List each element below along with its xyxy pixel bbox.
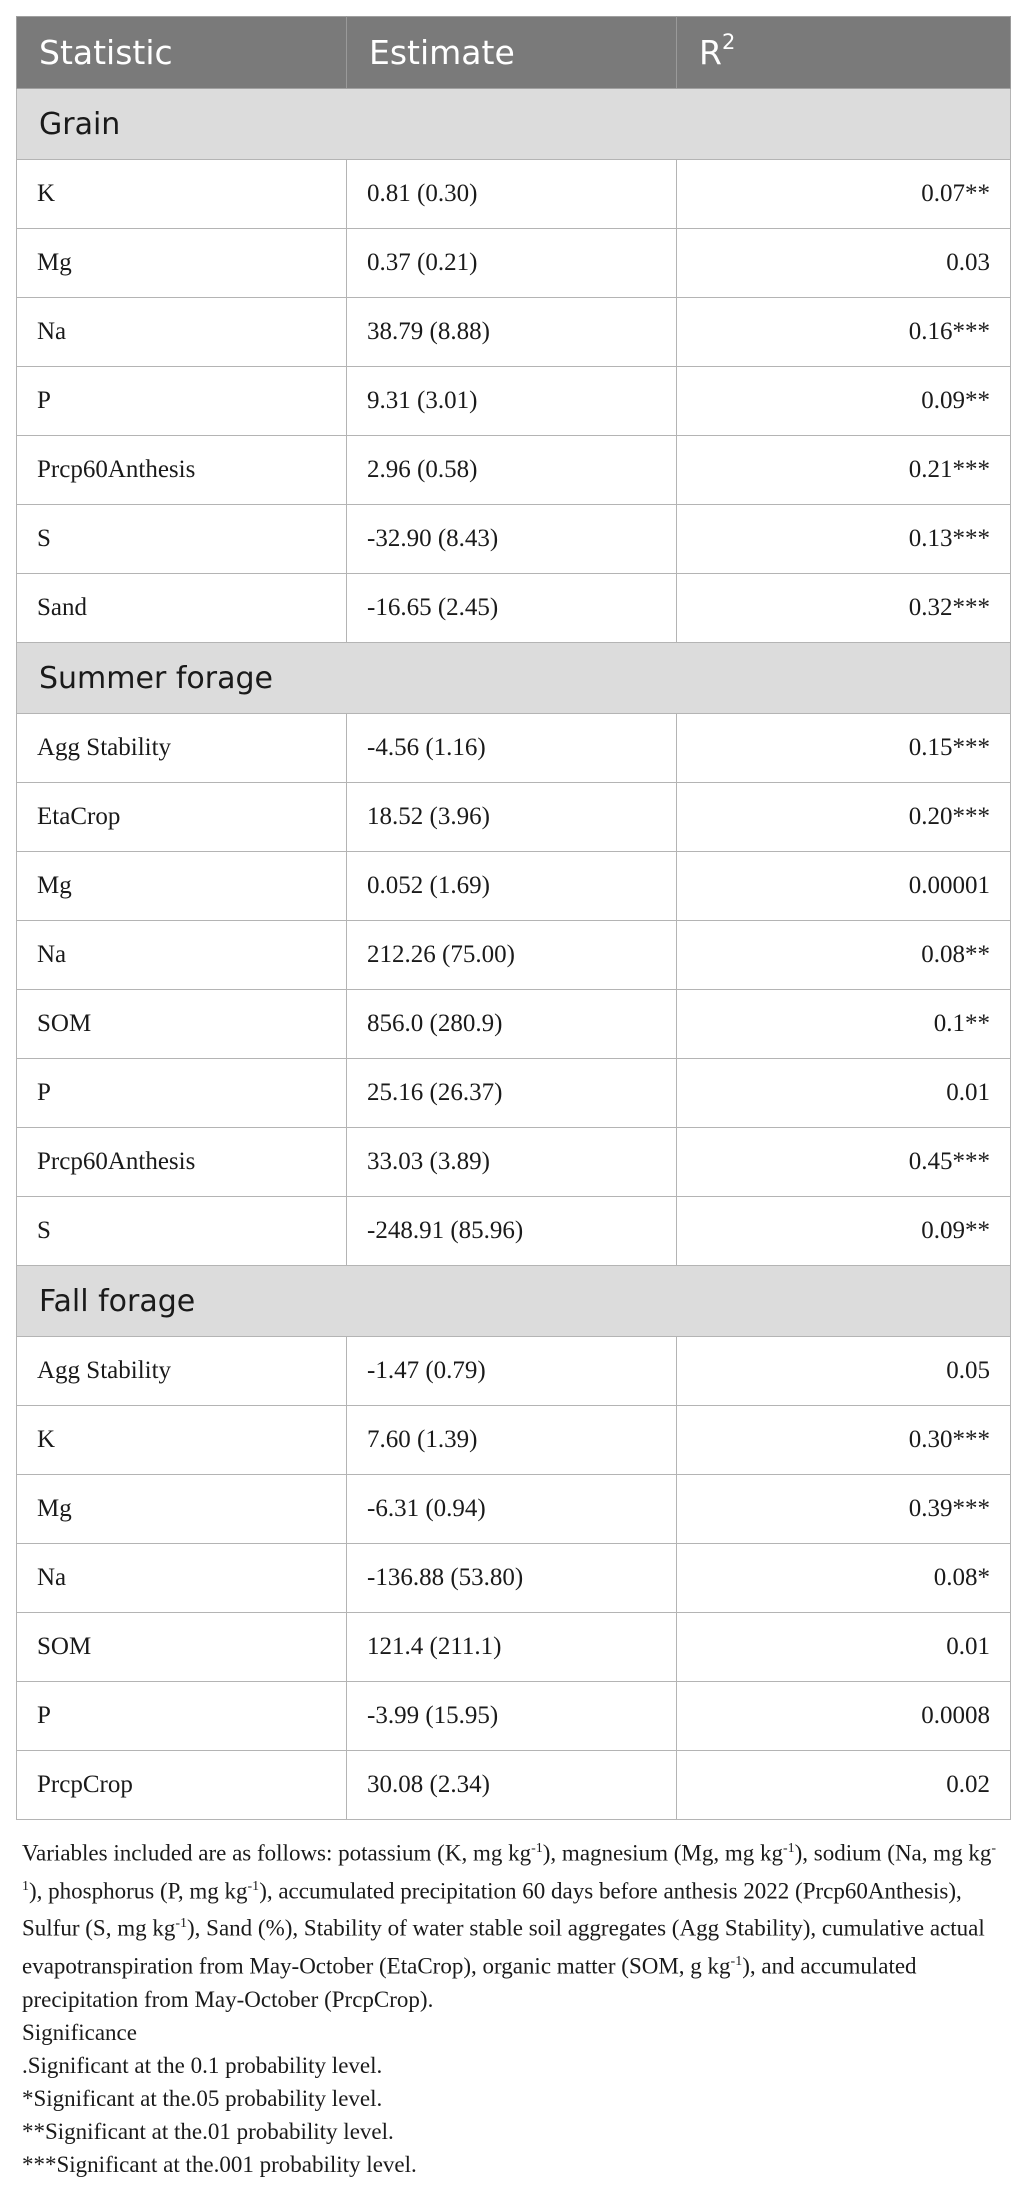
cell-estimate: 30.08 (2.34): [347, 1751, 677, 1820]
estimates-table: [16, 16, 1011, 1820]
cell-statistic: Mg: [17, 1475, 347, 1544]
unit-exponent: -1: [730, 1953, 743, 1969]
cell-statistic: Agg Stability: [17, 1337, 347, 1406]
cell-r2: 0.02: [677, 1751, 1011, 1820]
cell-estimate: 0.052 (1.69): [347, 852, 677, 921]
table-row: [17, 1406, 1011, 1475]
cell-estimate: -6.31 (0.94): [347, 1475, 677, 1544]
cell-r2: 0.08**: [677, 921, 1011, 990]
table-row: [17, 1128, 1011, 1197]
cell-r2: 0.0008: [677, 1682, 1011, 1751]
cell-statistic: Prcp60Anthesis: [17, 436, 347, 505]
cell-statistic: P: [17, 367, 347, 436]
cell-estimate: -32.90 (8.43): [347, 505, 677, 574]
cell-statistic: S: [17, 1197, 347, 1266]
cell-r2: 0.21***: [677, 436, 1011, 505]
cell-r2: 0.07**: [677, 160, 1011, 229]
cell-r2: 0.03: [677, 229, 1011, 298]
table-container: [16, 16, 1010, 2181]
table-row: [17, 367, 1011, 436]
cell-r2: 0.01: [677, 1059, 1011, 1128]
cell-statistic: Na: [17, 1544, 347, 1613]
cell-estimate: 18.52 (3.96): [347, 783, 677, 852]
table-row: [17, 1751, 1011, 1820]
table-row: [17, 1613, 1011, 1682]
cell-statistic: K: [17, 1406, 347, 1475]
cell-statistic: SOM: [17, 1613, 347, 1682]
cell-estimate: 9.31 (3.01): [347, 367, 677, 436]
header-statistic: Statistic: [17, 17, 347, 89]
table-body: [17, 89, 1011, 1820]
variables-note: [22, 1832, 1012, 2016]
cell-estimate: -16.65 (2.45): [347, 574, 677, 643]
unit-exponent: -1: [175, 1916, 188, 1932]
cell-r2: 0.16***: [677, 298, 1011, 367]
table-row: [17, 783, 1011, 852]
table-row: [17, 436, 1011, 505]
section-label: Grain: [17, 89, 1011, 160]
section-row: [17, 89, 1011, 160]
cell-r2: 0.09**: [677, 1197, 1011, 1266]
note-text: Variables included are as follows: potassium (K, mg kg: [22, 1840, 532, 1866]
table-row: [17, 1197, 1011, 1266]
cell-estimate: 856.0 (280.9): [347, 990, 677, 1059]
cell-estimate: 7.60 (1.39): [347, 1406, 677, 1475]
cell-statistic: PrcpCrop: [17, 1751, 347, 1820]
header-r2-sup: 2: [721, 30, 736, 54]
table-row: [17, 1475, 1011, 1544]
cell-statistic: Mg: [17, 852, 347, 921]
note-text: ), accumulated precipitation 60 days before anthesis 2022 (Prcp60Anthesis), Sulfur (S, mg kg: [22, 1878, 962, 1941]
cell-r2: 0.45***: [677, 1128, 1011, 1197]
table-row: [17, 714, 1011, 783]
note-text: ), and accumulated precipitation from May-October (PrcpCrop).: [22, 1953, 917, 2012]
cell-r2: 0.09**: [677, 367, 1011, 436]
table-row: [17, 990, 1011, 1059]
cell-estimate: 2.96 (0.58): [347, 436, 677, 505]
cell-statistic: Agg Stability: [17, 714, 347, 783]
cell-estimate: 212.26 (75.00): [347, 921, 677, 990]
cell-r2: 0.05: [677, 1337, 1011, 1406]
cell-statistic: EtaCrop: [17, 783, 347, 852]
note-text: ), Sand (%), Stability of water stable soil aggregates (Agg Stability), cumulative actual evapotranspiration from May-October (EtaCrop), organic matter (SOM, g kg: [22, 1915, 985, 1979]
cell-estimate: 0.37 (0.21): [347, 229, 677, 298]
cell-estimate: 121.4 (211.1): [347, 1613, 677, 1682]
note-text: ), phosphorus (P, mg kg: [29, 1878, 248, 1904]
table-row: [17, 1544, 1011, 1613]
cell-statistic: Na: [17, 298, 347, 367]
cell-r2: 0.15***: [677, 714, 1011, 783]
cell-r2: 0.1**: [677, 990, 1011, 1059]
table-row: [17, 574, 1011, 643]
cell-r2: 0.30***: [677, 1406, 1011, 1475]
cell-r2: 0.32***: [677, 574, 1011, 643]
section-label: Fall forage: [17, 1266, 1011, 1337]
cell-statistic: S: [17, 505, 347, 574]
cell-estimate: 0.81 (0.30): [347, 160, 677, 229]
cell-r2: 0.20***: [677, 783, 1011, 852]
cell-statistic: Prcp60Anthesis: [17, 1128, 347, 1197]
header-row: [17, 17, 1011, 89]
cell-statistic: Mg: [17, 229, 347, 298]
cell-estimate: -4.56 (1.16): [347, 714, 677, 783]
cell-r2: 0.08*: [677, 1544, 1011, 1613]
unit-exponent: -1: [531, 1841, 543, 1856]
cell-statistic: K: [17, 160, 347, 229]
table-row: [17, 160, 1011, 229]
table-row: [17, 229, 1011, 298]
cell-r2: 0.01: [677, 1613, 1011, 1682]
table-row: [17, 298, 1011, 367]
cell-estimate: 25.16 (26.37): [347, 1059, 677, 1128]
cell-r2: 0.13***: [677, 505, 1011, 574]
cell-estimate: -136.88 (53.80): [347, 1544, 677, 1613]
cell-r2: 0.00001: [677, 852, 1011, 921]
cell-estimate: 33.03 (3.89): [347, 1128, 677, 1197]
significance-level-05: *Significant at the.05 probability level.: [22, 2085, 383, 2111]
significance-title: Significance: [22, 2019, 137, 2045]
cell-estimate: -248.91 (85.96): [347, 1197, 677, 1266]
section-row: [17, 643, 1011, 714]
table-row: [17, 921, 1011, 990]
cell-statistic: SOM: [17, 990, 347, 1059]
significance-level-0-1: .Significant at the 0.1 probability level.: [22, 2052, 383, 2078]
table-row: [17, 1682, 1011, 1751]
table-row: [17, 1337, 1011, 1406]
cell-estimate: -1.47 (0.79): [347, 1337, 677, 1406]
header-estimate: Estimate: [347, 17, 677, 89]
table-row: [17, 1059, 1011, 1128]
cell-r2: 0.39***: [677, 1475, 1011, 1544]
header-r2-base: R: [699, 33, 722, 72]
significance-level-001: ***Significant at the.001 probability level.: [22, 2151, 417, 2177]
note-text: ), magnesium (Mg, mg kg: [542, 1840, 783, 1866]
cell-statistic: P: [17, 1059, 347, 1128]
unit-exponent: -1: [782, 1841, 795, 1856]
cell-statistic: P: [17, 1682, 347, 1751]
cell-estimate: -3.99 (15.95): [347, 1682, 677, 1751]
header-r2: [677, 17, 1011, 89]
unit-exponent: -1: [247, 1878, 260, 1894]
note-text: ), sodium (Na, mg kg: [794, 1840, 992, 1866]
significance-level-01: **Significant at the.01 probability level.: [22, 2118, 394, 2144]
unit-exponent: -1: [22, 1841, 997, 1894]
section-label: Summer forage: [17, 643, 1011, 714]
table-row: [17, 505, 1011, 574]
cell-statistic: Sand: [17, 574, 347, 643]
section-row: [17, 1266, 1011, 1337]
cell-statistic: Na: [17, 921, 347, 990]
table-row: [17, 852, 1011, 921]
cell-estimate: 38.79 (8.88): [347, 298, 677, 367]
table-footnotes: [16, 1832, 1012, 2181]
